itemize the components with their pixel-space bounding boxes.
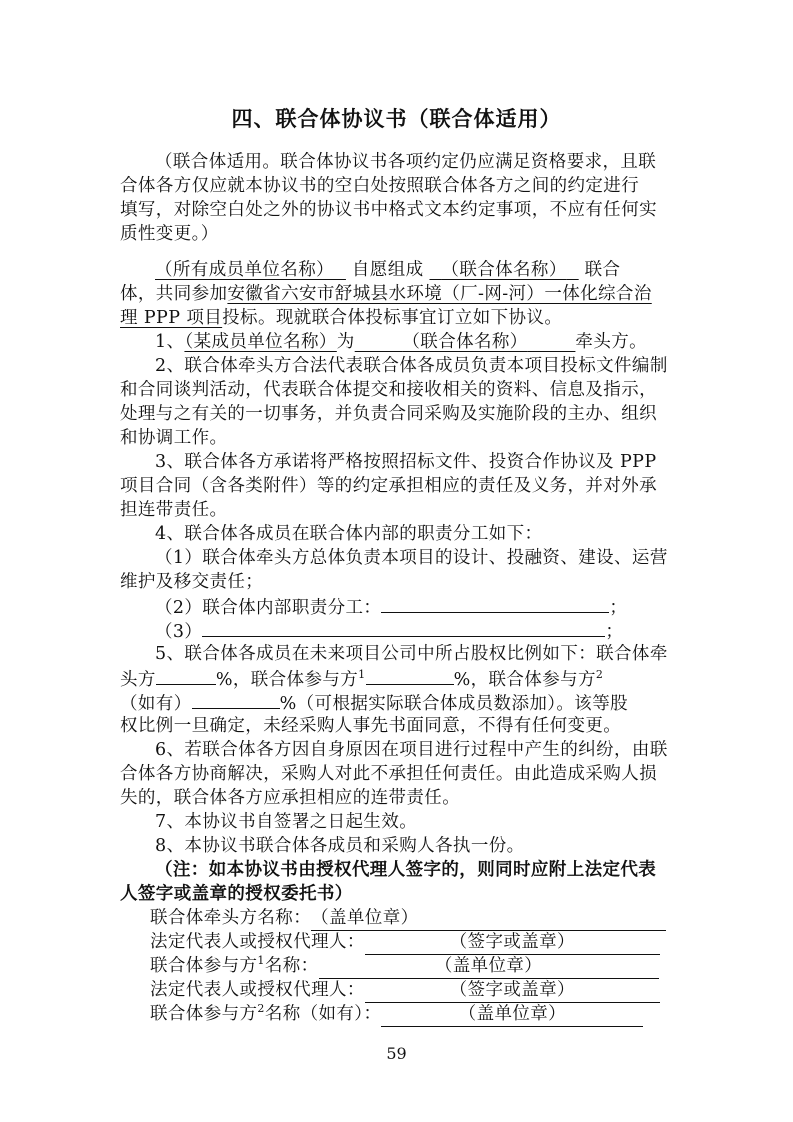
member2-signature-row: 联合体参与方$^2$名称（如有）： （盖单位章） xyxy=(150,1002,675,1027)
member1-rep-sign-field[interactable]: （签字或盖章） xyxy=(365,978,660,1003)
page-number: 59 xyxy=(386,1044,407,1063)
clause-3-line-2: 项目合同（含各类附件）等的约定承担相应的责任及义务，并对外承 xyxy=(120,476,657,496)
note-line-3: 填写，对除空白处之外的协议书中格式文本约定事项，不应有任何实 xyxy=(120,200,657,220)
lead-share-blank[interactable] xyxy=(156,666,216,685)
project-name-part-1: 安徽省六安市舒城县水环境（厂-网-河）一体化综合治 xyxy=(227,284,652,304)
member2-share-blank[interactable] xyxy=(192,690,280,709)
clause-5-line-1: 5、联合体各成员在未来项目公司中所占股权比例如下：联合体牵 xyxy=(155,644,668,664)
clause-3-line-1: 3、联合体各方承诺将严格按照招标文件、投资合作协议及 PPP xyxy=(155,452,657,472)
intro-line-3: 理 PPP 项目投标。现就联合体投标事宜订立如下协议。 xyxy=(120,308,563,328)
page-title: 四、联合体协议书（联合体适用） xyxy=(231,107,562,131)
member2-seal-field[interactable]: （盖单位章） xyxy=(381,1002,643,1027)
intro-line-2: 体，共同参加安徽省六安市舒城县水环境（厂-网-河）一体化综合治 xyxy=(120,284,652,304)
project-name-part-2: 理 PPP 项目 xyxy=(120,308,223,328)
intro-line-1 xyxy=(155,258,680,282)
clause-5-line-4: 权比例一旦确定，未经采购人事先书面同意，不得有任何变更。 xyxy=(120,716,622,736)
member-blank: （某成员单位名称） xyxy=(184,332,337,352)
clause-2-line-2: 和合同谈判活动，代表联合体提交和接收相关的资料、信息及指示， xyxy=(120,380,657,400)
note-line-4: 质性变更。） xyxy=(120,224,219,244)
member1-signature-row: 联合体参与方$^1$名称： （盖单位章） xyxy=(150,954,675,979)
clause-6-line-1: 6、若联合体各方因自身原因在项目进行过程中产生的纠纷，由联 xyxy=(155,740,668,760)
clause-4-1-line-1: （1）联合体牵头方总体负责本项目的设计、投融资、建设、运营 xyxy=(155,548,668,568)
clause-6-line-3: 失的，联合体各方应承担相应的连带责任。 xyxy=(120,788,461,808)
duty-division-blank[interactable] xyxy=(381,594,609,613)
clause-5-line-3: （如有） %（可根据实际联合体成员数添加）。该等股 xyxy=(120,690,680,716)
note-line-2: 合体各方仅应就本协议书的空白处按照联合体各方之间的约定进行 xyxy=(120,176,640,196)
clause-1: 1、（某成员单位名称）为 （联合体名称） 牵头方。 xyxy=(155,332,648,352)
consortium-blank: （联合体名称） xyxy=(441,260,567,280)
clause-8: 8、本协议书联合体各成员和采购人各执一份。 xyxy=(155,836,525,856)
intro-text-a: 自愿组成 xyxy=(351,260,424,280)
note-2-line-2: 人签字或盖章的授权委托书） xyxy=(120,884,353,904)
member1-rep-signature-row: 法定代表人或授权代理人： （签字或盖章） xyxy=(150,978,675,1003)
clause-6-line-2: 合体各方协商解决，采购人对此不承担任何责任。由此造成采购人损 xyxy=(120,764,657,784)
clause-2-line-3: 处理与之有关的一切事务，并负责合同采购及实施阶段的主办、组织 xyxy=(120,404,657,424)
lead-signature-row: 联合体牵头方名称：（盖单位章） xyxy=(150,906,675,931)
clause-4-3: （3） ； xyxy=(155,618,680,644)
clause-3-line-3: 担连带责任。 xyxy=(120,500,228,520)
lead-rep-sign-field[interactable]: （签字或盖章） xyxy=(365,930,660,955)
intro-text-b: 联合 xyxy=(584,260,621,280)
lead-seal-field[interactable]: （盖单位章） xyxy=(311,906,666,931)
members-blank: （所有成员单位名称） xyxy=(155,260,334,280)
clause-2-line-1: 2、联合体牵头方合法代表联合体各成员负责本项目投标文件编制 xyxy=(155,356,668,376)
member1-seal-field[interactable]: （盖单位章） xyxy=(319,954,659,979)
note-2-line-1: （注：如本协议书由授权代理人签字的，则同时应附上法定代表 xyxy=(155,860,657,880)
clause-4-1-line-2: 维护及移交责任； xyxy=(120,572,264,592)
member1-share-blank[interactable] xyxy=(366,666,454,685)
consortium-name-blank: （联合体名称） xyxy=(402,332,528,352)
note-line-1: （联合体适用。联合体协议书各项约定仍应满足资格要求，且联 xyxy=(155,152,657,172)
clause-4-2: （2）联合体内部职责分工： ； xyxy=(155,594,680,620)
lead-rep-signature-row: 法定代表人或授权代理人： （签字或盖章） xyxy=(150,930,675,955)
duty-item-3-blank[interactable] xyxy=(202,618,605,637)
clause-5-line-2: 头方 %，联合体参与方$^1$ %，联合体参与方$^2$ xyxy=(120,666,680,692)
clause-2-line-4: 和协调工作。 xyxy=(120,428,228,448)
clause-4: 4、联合体各成员在联合体内部的职责分工如下： xyxy=(155,524,543,544)
clause-7: 7、本协议书自签署之日起生效。 xyxy=(155,812,418,832)
